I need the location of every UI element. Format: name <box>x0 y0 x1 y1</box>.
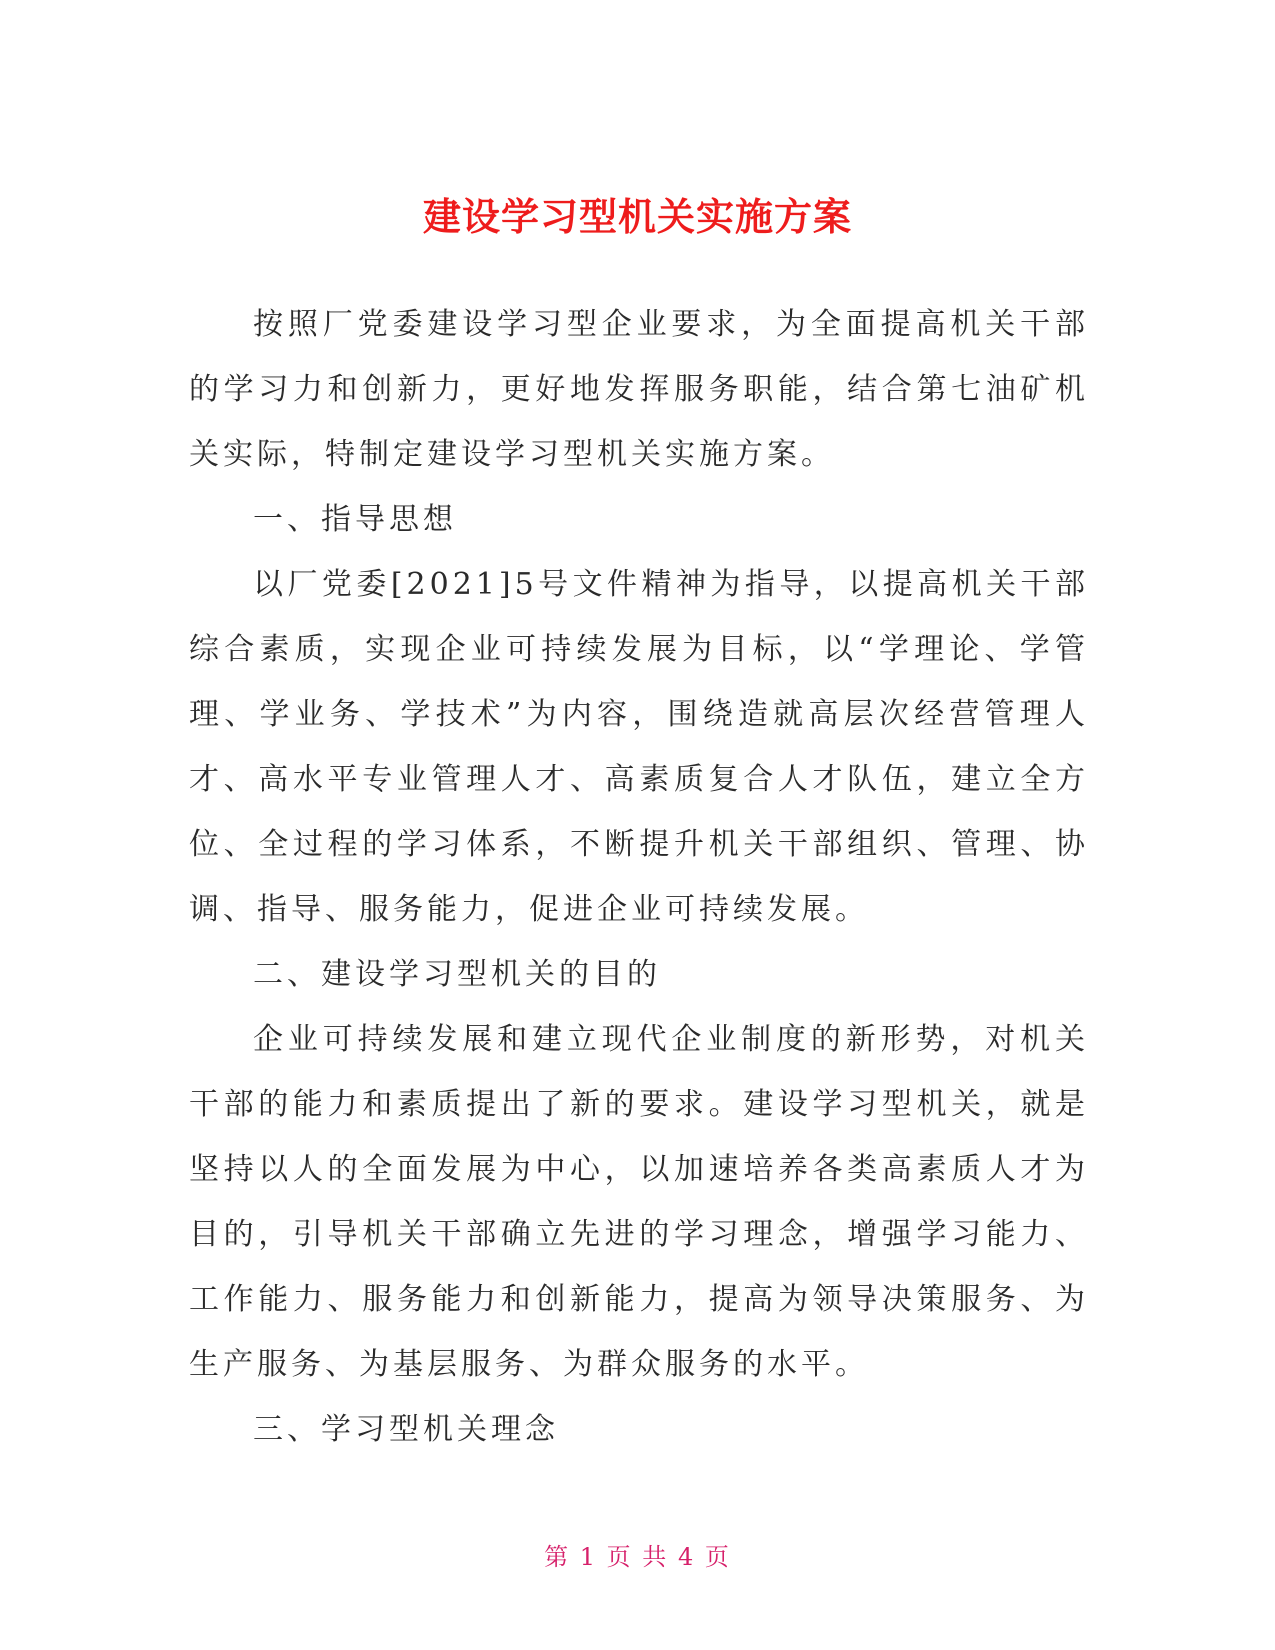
intro-paragraph: 按照厂党委建设学习型企业要求，为全面提高机关干部的学习力和创新力，更好地发挥服务职能，结合第七油矿机关实际，特制定建设学习型机关实施方案。 <box>189 307 1089 472</box>
page-number-label: 第 1 页 共 4 页 <box>544 1543 731 1571</box>
purpose-paragraph: 企业可持续发展和建立现代企业制度的新形势，对机关干部的能力和素质提出了新的要求。建设学习型机关，就是坚持以人的全面发展为中心，以加速培养各类高素质人才为目的，引导机关干部确立先进的学习理念，增强学习能力、工作能力、服务能力和创新能力，提高为领导决策服务、为生产服务、为基层服务、为群众服务的水平。 <box>189 1022 1089 1382</box>
section-heading-concept: 三、学习型机关理念 <box>253 1412 559 1447</box>
section-heading-guiding-ideology: 一、指导思想 <box>253 502 457 537</box>
section-heading-purpose: 二、建设学习型机关的目的 <box>253 957 661 992</box>
document-body <box>189 292 1089 1462</box>
guiding-ideology-paragraph: 以厂党委[2021]5号文件精神为指导，以提高机关干部综合素质，实现企业可持续发展为目标，以“学理论、学管理、学业务、学技术”为内容，围绕造就高层次经营管理人才、高水平专业管理人才、高素质复合人才队伍，建立全方位、全过程的学习体系，不断提升机关干部组织、管理、协调、指导、服务能力，促进企业可持续发展。 <box>189 567 1089 927</box>
page-footer <box>0 1542 1275 1572</box>
document-title: 建设学习型机关实施方案 <box>422 195 852 240</box>
